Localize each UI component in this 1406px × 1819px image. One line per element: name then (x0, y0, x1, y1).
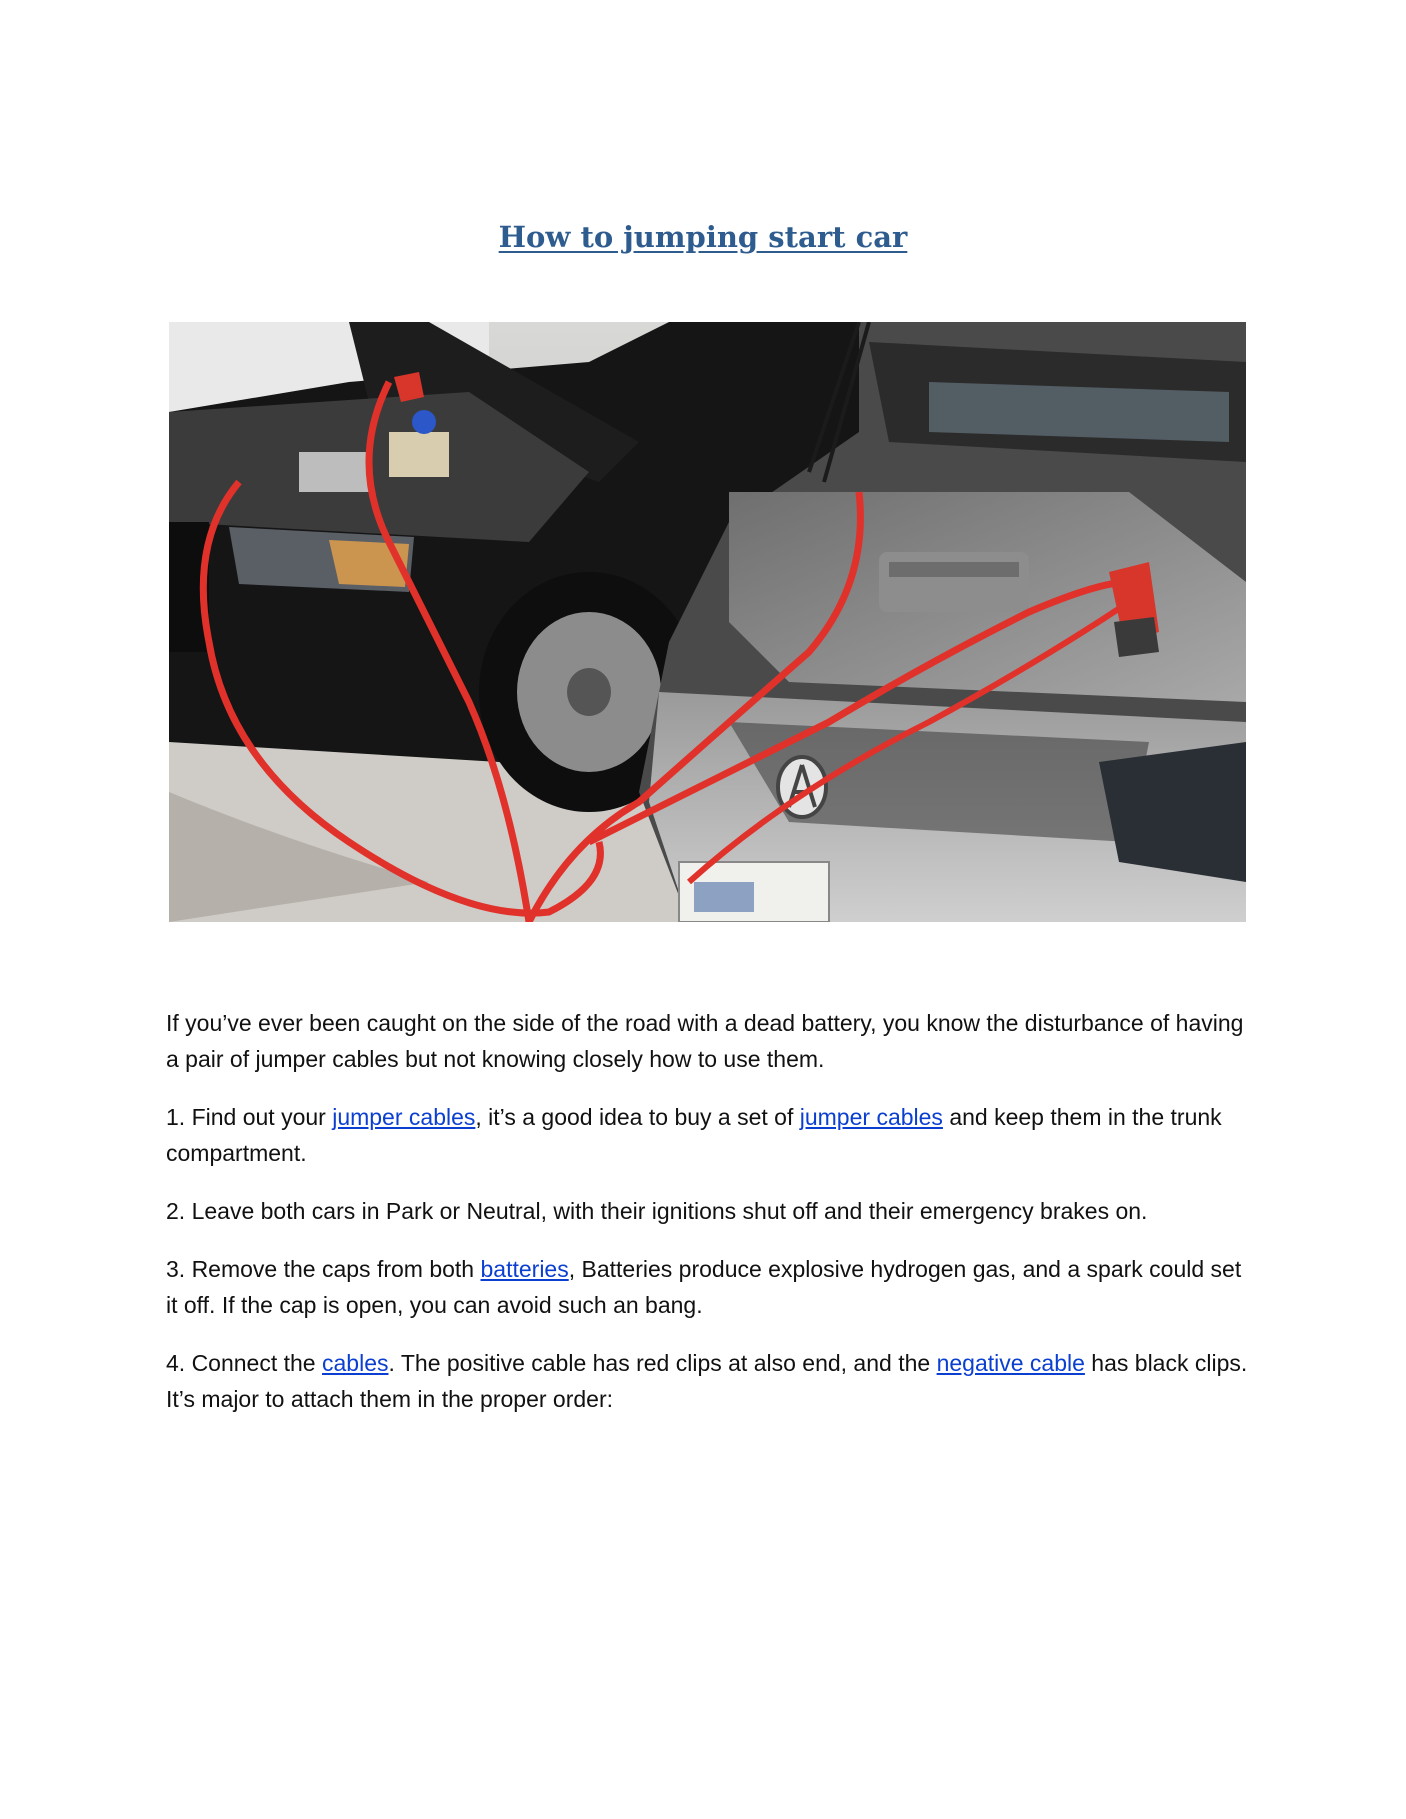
step-1-text: 1. Find out your (166, 1104, 333, 1130)
step-1-text: , it’s a good idea to buy a set of (475, 1104, 800, 1130)
step-4-text: . The positive cable has red clips at also end, and the (388, 1350, 937, 1376)
jumper-cables-link-2[interactable]: jumper cables (799, 1104, 943, 1130)
step-1-text: and keep them in the trunk compartment. (166, 1104, 1222, 1166)
step-1-paragraph (166, 1099, 1256, 1171)
step-3-paragraph (166, 1251, 1256, 1323)
step-3-text: , Batteries produce explosive hydrogen gas, and a spark could set it off. If the cap is open, you can avoid such an bang. (166, 1256, 1242, 1318)
jumper-cables-link[interactable]: jumper cables (332, 1104, 476, 1130)
step-2-text: 2. Leave both cars in Park or Neutral, with their ignitions shut off and their emergency brakes on. (166, 1198, 1148, 1224)
negative-cable-link[interactable]: negative cable (936, 1350, 1085, 1376)
cables-link[interactable]: cables (322, 1350, 389, 1376)
step-4-paragraph (166, 1345, 1256, 1417)
step-4-text: 4. Connect the (166, 1350, 322, 1376)
intro-paragraph (166, 1005, 1256, 1077)
jump-start-photo (169, 322, 1246, 922)
step-4-text: has black clips. It’s major to attach them in the proper order: (166, 1350, 1248, 1412)
intro-text: If you’ve ever been caught on the side of the road with a dead battery, you know the disturbance of having a pair of jumper cables but not knowing closely how to use them. (166, 1010, 1244, 1072)
page-title: How to jumping start car (498, 220, 908, 254)
article-body (166, 1005, 1256, 1439)
batteries-link[interactable]: batteries (480, 1256, 569, 1282)
step-3-text: 3. Remove the caps from both (166, 1256, 481, 1282)
step-2-paragraph (166, 1193, 1256, 1229)
